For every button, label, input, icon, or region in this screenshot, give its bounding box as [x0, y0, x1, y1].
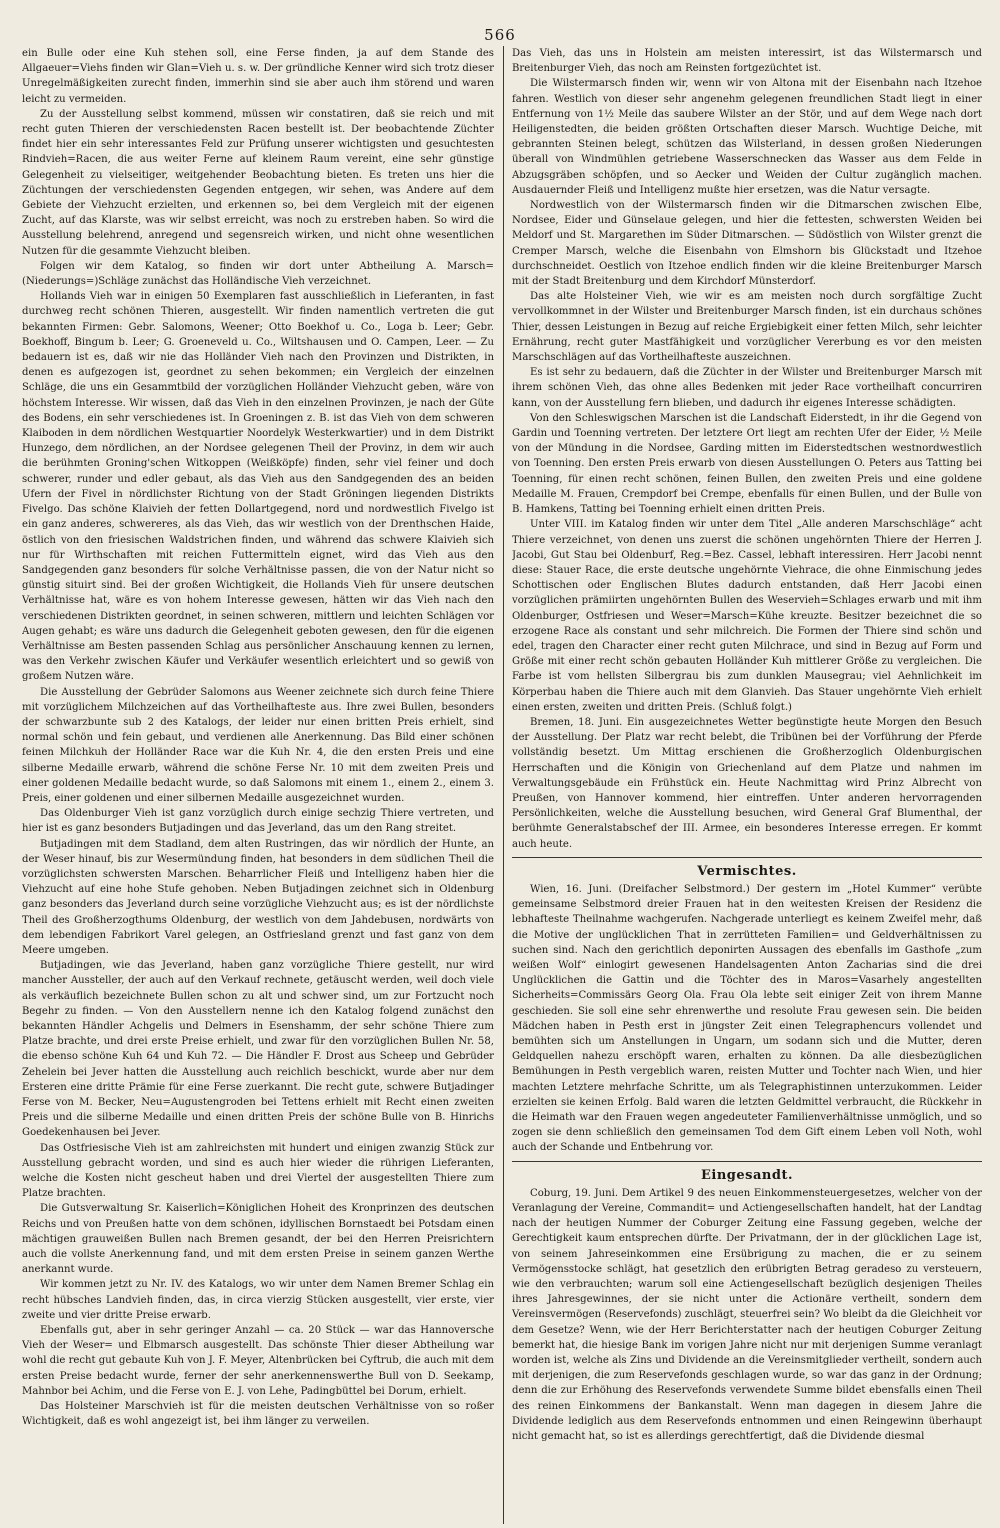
article-paragraph: Das Oldenburger Vieh ist ganz vorzüglich durch einige sechzig Thiere vertreten, und hier ist es ganz besonders Butjadingen und das Jeverland, das um den Rang streitet.: [22, 808, 494, 835]
article-paragraph: Das Holsteiner Marschvieh ist für die meisten deutschen Verhältnisse von so roßer Wichtigkeit, daß es wohl angezeigt ist, bei ihm länger zu verweilen.: [22, 1401, 494, 1428]
article-paragraph: Ebenfalls gut, aber in sehr geringer Anzahl — ca. 20 Stück — war das Hannoversche Vieh der Weser= und Elbmarsch ausgestellt. Das schönste Thier dieser Abtheilung war wohl die recht gut gebaute Kuh von J. F. Meyer, Altenbrücken bei Cyftrub, die auch mit dem ersten Preise bedacht wurde, ferner der sehr anerkennenswerthe Bull von D. Seekamp, Mahnbor bei Achim, und die Ferse von E. J. von Lehe, Padingbüttel bei Dorum, erhielt.: [22, 1325, 494, 1397]
article-paragraph: Das alte Holsteiner Vieh, wie wir es am meisten noch durch sorgfältige Zucht vervollkommnet in der Wilster und Breitenburger Marsch finden, ist ein durchaus schönes Thier, dessen Leistungen in Bezug auf reiche Ergiebigkeit einer fetten Milch, sehr leichter Ernährung, recht guter Mastfähigkeit und vorzüglicher Vererbung es vor den meisten Marschschlägen auf das Vortheilhafteste auszeichnen.: [512, 291, 982, 364]
article-paragraph: Zu der Ausstellung selbst kommend, müssen wir constatiren, daß sie reich und mit recht guten Thieren der verschiedensten Racen bestellt ist. Der beobachtende Züchter findet hier ein sehr interessantes Feld zur Prüfung unserer wichtigsten und gesuchtesten Rindvieh=Racen, die aus weiter Ferne auf kleinem Raum vereint, eine sehr günstige Gelegenheit zu vielseitiger, weitgehender Beobachtung bieten. Es treten uns hier die Züchtungen der verschiedensten Gegenden entgegen, wir sehen, was Andere auf dem Gebiete der Viehzucht erzielten, und erkennen so, bei dem Vergleich mit der eigenen Zucht, auf das Klarste, was wir selbst erreicht, was noch zu erstreben haben. So wird die Ausstellung belehrend, anregend und segensreich wirken, und nicht ohne wesentlichen Nutzen für die gesammte Viehzucht bleiben.: [22, 108, 494, 257]
article-paragraph: Es ist sehr zu bedauern, daß die Züchter in der Wilster und Breitenburger Marsch mit ihrem schönen Vieh, das ohne alles Bedenken mit jeder Race vortheilhaft concurriren kann, von der Ausstellung fern blieben, und dadurch ihr eigenes Interesse schädigten.: [512, 367, 982, 409]
article-paragraph: Butjadingen, wie das Jeverland, haben ganz vorzügliche Thiere gestellt, nur wird mancher Aussteller, der auch auf den Verkauf rechnete, getäuscht werden, weil doch viele als verkäuflich bezeichnete Bullen schon zu alt und schwer sind, um zur Fortzucht noch Begehr zu finden. — Von den Ausstellern nenne ich den Katalog folgend zunächst den bekannten Händler Achgelis und Delmers in Esenshamm, der sehr schöne Thiere zum Platze brachte, und drei erste Preise erhielt, und zwar für den vorzüglichen Bullen Nr. 58, die ebenso schöne Kuh 64 und Kuh 72. — Die Händler F. Drost aus Scheep und Gebrüder Zehelein bei Jever hatten die Ausstellung auch reichlich beschickt, wurde aber nur dem Ersteren eine dritte Prämie für eine Ferse zuerkannt. Die recht gute, schwere Butjadinger Ferse von M. Becker, Neu=Augustengroden bei Tettens erhielt mit Recht einen zweiten Preis und die silberne Medaille und einen dritten Preis der schöne Bulle von B. Hinrichs Goedekenhausen bei Jever.: [22, 960, 494, 1139]
left-column: [22, 46, 494, 1522]
article-paragraph: Das Vieh, das uns in Holstein am meisten interessirt, ist das Wilstermarsch und Breitenburger Vieh, das noch am Reinsten fortgezüchtet ist.: [512, 48, 982, 75]
article-paragraph: Unter VIII. im Katalog finden wir unter dem Titel „Alle anderen Marschschläge“ acht Thiere verzeichnet, von denen uns zuerst die schönen ungehörnten Thiere der Herren J. Jacobi, Gut Stau bei Oldenburf, Reg.=Bez. Cassel, lebhaft interessiren. Herr Jacobi nennt diese: Stauer Race, die erste deutsche ungehörnte Viehrace, die ohne Einmischung jedes Schottischen oder Englischen Blutes dadurch entstanden, daß Herr Jacobi einen vorzüglichen prämiirten ungehörnten Bullen des Weservieh=Schlages erwarb und mit ihm Oldenburger, Ostfriesen und Weser=Marsch=Kühe kreuzte. Besitzer bezeichnet die so erzogene Race als constant und sehr milchreich. Die Formen der Thiere sind schön und edel, tragen den Character einer recht guten Milchrace, und sind in Bezug auf Form und Größe mit einer recht schön gebauten Holländer Kuh mittlerer Größe zu vergleichen. Die Farbe ist vom hellsten Silbergrau bis zum dunklen Mausegrau; viel Aehnlichkeit im Körperbau haben die Thiere auch mit dem Glanvieh. Das Stauer ungehörnte Vieh erhielt einen ersten, zweiten und dritten Preis. (Schluß folgt.): [512, 519, 982, 713]
column-divider: [503, 46, 504, 1524]
article-paragraph: Die Ausstellung der Gebrüder Salomons aus Weener zeichnete sich durch feine Thiere mit vorzüglichem Milchzeichen auf das Vortheilhafteste aus. Ihre zwei Bullen, besonders der schwarzbunte sub 2 des Katalogs, der leider nur einen britten Preis erhielt, sind normal schön und fein gebaut, und verdienen alle Anerkennung. Das Bild einer schönen feinen Milchkuh der Holländer Race war die Kuh Nr. 4, die den ersten Preis und eine silberne Medaille erwarb, während die schöne Ferse Nr. 10 mit dem zweiten Preis und einer goldenen Medaille bedacht wurde, so daß Salomons mit einem 1., einem 2., einem 3. Preis, einer goldenen und einer silbernen Medaille ausgezeichnet wurden.: [22, 686, 494, 804]
page-number: 566: [484, 26, 516, 44]
article-paragraph: Die Gutsverwaltung Sr. Kaiserlich=Königlichen Hoheit des Kronprinzen des deutschen Reichs und von Preußen hatte von dem schönen, idyllischen Bornstaedt bei Potsdam einen mächtigen grauweißen Bullen nach Bremen gesandt, der bei den Herren Preisrichtern auch die vollste Anerkennung fand, und mit dem ersten Preise in seinem ganzen Werthe anerkannt wurde.: [22, 1203, 494, 1276]
section-heading: Vermischtes.: [697, 863, 797, 879]
article-paragraph: Folgen wir dem Katalog, so finden wir dort unter Abtheilung A. Marsch= (Niederungs=)Schläge zunächst das Holländische Vieh verzeichnet.: [22, 260, 494, 288]
article-paragraph: Hollands Vieh war in einigen 50 Exemplaren fast ausschließlich in Lieferanten, in fast durchweg recht schönen Thieren, ausgestellt. Wir finden namentlich vertreten die gut bekannten Firmen: Gebr. Salomons, Weener; Otto Boekhof u. Co., Loga b. Leer; Gebr. Boekhoff, Bingum b. Leer; G. Groeneveld u. Co., Wiltshausen und O. Campen, Leer. — Zu bedauern ist es, daß wir nie das Holländer Vieh nach den Provinzen und Distrikten, in denen es aufgezogen ist, geordnet zu sehen bekommen; ein Vergleich der einzelnen Schläge, die uns ein Gesammtbild der vorzüglichen Holländer Viehzucht geben, wäre von höchstem Interesse. Wir wissen, daß das Vieh in den einzelnen Provinzen, je nach der Güte des Bodens, ein sehr verschiedenes ist. In Groeningen z. B. ist das Vieh von dem schweren Klaiboden in dem nördlichen Westquartier Noordelyk Westerkwartier) und in dem Distrikt Hunzego, dem nördlichen, an der Nordsee gelegenen Theil der Provinz, in dem wir auch die berühmten Groning'schen Witkoppen (Weißköpfe) finden, sehr viel feiner und doch schwerer, runder und edler gebaut, als das Vieh aus den Sandgegenden des an beiden Ufern der Fivel in nördlichster Richtung von der Stadt Gröningen liegenden Distrikts Fivelgo. Das schöne Klaivieh der fetten Dollartgegend, nord und nordwestlich Fivelgo ist ein ganz anderes, schwereres, als das Vieh, das wir westlich von der Drenthschen Haide, östlich von den friesischen Waldstrichen finden, und während das schwere Klaivieh sich nur für Wirthschaften mit reichen Futtermitteln eignet, wird das Vieh aus den Sandgegenden ganz besonders für solche Verhältnisse passen, die von der Natur nicht so günstig situirt sind. Bei der großen Wichtigkeit, die Hollands Vieh für unsere deutschen Verhältnisse hat, wäre es von hohem Interesse gewesen, hätten wir das Vieh nach den verschiedenen Distrikten geordnet, in seinen schweren, mittlern und leichten Schlägen vor Augen gehabt; es wäre uns dadurch die Gelegenheit geboten gewesen, den für die eigenen Verhältnisse am Besten passenden Schlag aus persönlicher Anschauung kennen zu lernen, was den Verkehr zwischen Käufer und Verkäufer wesentlich erleichtert und so gewiß von großem Nutzen wäre.: [22, 291, 494, 683]
article-paragraph: Coburg, 19. Juni. Dem Artikel 9 des neuen Einkommensteuergesetzes, welcher von der Veranlagung der Vereine, Commandit= und Actiengesellschaften handelt, hat der Landtag nach der heutigen Nummer der Coburger Zeitung eine Fassung gegeben, welche der Gerechtigkeit kaum entsprechen dürfte. Der Privatmann, der in der glücklichen Lage ist, von seinem Jahreseinkommen eine Ersübrigung zu machen, die er zu seinem Vermögensstocke schlägt, hat gesetzlich den erübrigten Betrag geradeso zu versteuern, wie den verbrauchten; warum soll eine Actiengesellschaft bezüglich desjenigen Theiles ihres Jahresgewinnes, der sie nicht unter die Actionäre vertheilt, sondern dem Vereinsvermögen (Reservefonds) zuschlägt, steuerfrei sein? Wo bleibt da die Gleichheit vor dem Gesetze? Wenn, wie der Herr Berichterstatter nach der heutigen Coburger Zeitung bemerkt hat, die hiesige Bank im vorigen Jahre nicht nur mit derjenigen Summe veranlagt worden ist, welche als Zins und Dividende an die Vereinsmitglieder vertheilt, sondern auch mit derjenigen, die zum Reservefonds geschlagen wurde, so war das ganz in der Ordnung; denn die zur Erhöhung des Reservefonds verwendete Summe bildet ebensfalls einen Theil des reinen Einkommens der Bankanstalt. Wenn man dagegen in diesem Jahre die Dividende lediglich aus dem Reservefonds entnommen und einen Reingewinn überhaupt nicht gemacht hat, so ist es allerdings gerechtfertigt, daß die Dividende diesmal: [512, 1187, 982, 1443]
section-rule: [512, 857, 982, 858]
article-paragraph: Die Wilstermarsch finden wir, wenn wir von Altona mit der Eisenbahn nach Itzehoe fahren. Westlich von dieser sehr angenehm gelegenen freundlichen Stadt liegt in einer Entfernung von 1½ Meile das saubere Wilster an der Stör, und auf dem Wege nach dort Heiligenstedten, die beiden größten Ortschaften dieser Marsch. Wuchtige Deiche, mit gebrannten Steinen belegt, schützen das Wilsterland, in dessen großen Niederungen überall von Windmühlen getriebene Wasserschnecken das Wasser aus dem Felde in Abzugsgräben schöpfen, und so Aecker und Weiden der Cultur zugänglich machen. Ausdauernder Fleiß und Intelligenz mußte hier ersetzen, was die Natur versagte.: [512, 78, 982, 196]
article-paragraph: Von den Schleswigschen Marschen ist die Landschaft Eiderstedt, in ihr die Gegend von Gardin und Toenning vertreten. Der letztere Ort liegt am rechten Ufer der Eider, ½ Meile von der Mündung in die Nordsee, Garding mitten im Eiderstedtschen westnordwestlich von Toenning. Den ersten Preis erwarb von diesen Ausstellungen O. Peters aus Tatting bei Toenning, für einen recht schönen, feinen Bullen, den zweiten Preis und eine goldene Medaille M. Frauen, Crempdorf bei Crempe, ebenfalls für einen Bullen, und der Bulle von B. Hamkens, Tatting bei Toenning erhielt einen dritten Preis.: [512, 412, 982, 516]
section-heading: Eingesandt.: [701, 1167, 793, 1183]
article-paragraph: Wir kommen jetzt zu Nr. IV. des Katalogs, wo wir unter dem Namen Bremer Schlag ein recht hübsches Landvieh finden, das, in circa vierzig Stücken ausgestellt, vier erste, vier zweite und vier dritte Preise erwarb.: [22, 1279, 494, 1321]
article-paragraph: Wien, 16. Juni. (Dreifacher Selbstmord.) Der gestern im „Hotel Kummer“ verübte gemeinsame Selbstmord dreier Frauen hat in den weitesten Kreisen der Residenz die lebhafteste Theilnahme wachgerufen. Nachgerade unterliegt es keinem Zweifel mehr, daß die Motive der unglücklichen That in zerrütteten Familien= und Geldverhältnissen zu suchen sind. Nach den gerichtlich deponirten Aussagen des ebenfalls im Gasthofe „zum weißen Wolf“ einlogirt gewesenen Handelsagenten Anton Zacharias sind die drei Unglücklichen die Gattin und die Töchter des in Maros=Vasarhely angestellten Sicherheits=Commissärs Georg Ola. Frau Ola lebte seit einiger Zeit von ihrem Manne geschieden. Sie soll eine sehr ehrenwerthe und resolute Frau gewesen sein. Die beiden Mädchen haben in Pesth erst in jüngster Zeit einen Telegraphencurs vollendet und bemühten sich um Anstellungen in Ungarn, um sodann sich und die Mutter, deren Geldquellen nahezu erschöpft waren, erhalten zu können. Da alle diesbezüglichen Bemühungen in Pesth vergeblich waren, reisten Mutter und Tochter nach Wien, und hier machten Letztere mehrfache Schritte, um als Telegraphistinnen unterzukommen. Leider erzielten sie keinen Erfolg. Bald waren die letzten Geldmittel verbraucht, die Rückkehr in die Heimath war den Frauen wegen angedeuteter Familienverhältnisse unmöglich, und so zogen sie denn schließlich den gemeinsamen Tod dem Gift einem Leben voll Noth, wohl auch der Schande und Entbehrung vor.: [512, 883, 982, 1154]
section-rule: [512, 1161, 982, 1162]
article-paragraph: Das Ostfriesische Vieh ist am zahlreichsten mit hundert und einigen zwanzig Stück zur Ausstellung gebracht worden, und sind es auch hier wieder die rührigen Lieferanten, welche die Kosten nicht gescheut haben und drei Viertel der ausgestellten Thiere zum Platze brachten.: [22, 1142, 494, 1200]
right-column: [512, 46, 982, 1522]
article-paragraph: Bremen, 18. Juni. Ein ausgezeichnetes Wetter begünstigte heute Morgen den Besuch der Ausstellung. Der Platz war recht belebt, die Tribünen bei der Vorführung der Pferde vollständig besetzt. Um Mittag erschienen die Großherzoglich Oldenburgischen Herrschaften und die Königin von Griechenland auf dem Platze und nahmen im Verwaltungsgebäude ein Frühstück ein. Heute Nachmittag wird Prinz Albrecht von Preußen, von Hannover kommend, hier eintreffen. Unter anderen hervorragenden Persönlichkeiten, welche die Ausstellung besuchen, wird General Graf Blumenthal, der berühmte Generalstabschef der III. Armee, ein besonderes Interesse erregen. Er kommt auch heute.: [512, 716, 982, 850]
article-paragraph: ein Bulle oder eine Kuh stehen soll, eine Ferse finden, ja auf dem Stande des Allgaeuer=Viehs finden wir Glan=Vieh u. s. w. Der gründliche Kenner wird sich trotz dieser Unregelmäßigkeiten zurecht finden, immerhin sind sie aber auch ihm störend und waren leicht zu vermeiden.: [22, 48, 494, 105]
article-paragraph: Nordwestlich von der Wilstermarsch finden wir die Ditmarschen zwischen Elbe, Nordsee, Eider und Günselaue gelegen, und hier die fettesten, schwersten Weiden bei Meldorf und St. Margarethen im Süder Ditmarschen. — Südöstlich von Wilster grenzt die Cremper Marsch, welche die Eisenbahn von Elmshorn bis Glückstadt und Itzehoe durchschneidet. Oestlich von Itzehoe endlich finden wir die kleine Breitenburger Marsch mit der Stadt Breitenburg und dem Kirchdorf Münsterdorf.: [512, 200, 982, 288]
article-paragraph: Butjadingen mit dem Stadland, dem alten Rustringen, das wir nördlich der Hunte, an der Weser hinauf, bis zur Wesermündung finden, hat besonders in dem südlichen Theil die vorzüglichsten schwersten Marschen. Beharrlicher Fleiß und Intelligenz haben hier die Viehzucht auf eine hohe Stufe gehoben. Neben Butjadingen zeichnet sich in Oldenburg ganz besonders das Jeverland durch seine vorzügliche Viehzucht aus; es ist der nördlichste Theil des Großherzogthums Oldenburg, der westlich von dem Jahdebusen, nordwärts von dem lebendigen Fabrikort Varel gelegen, an Ostfriesland grenzt und fast ganz von dem Meere umgeben.: [22, 838, 494, 956]
